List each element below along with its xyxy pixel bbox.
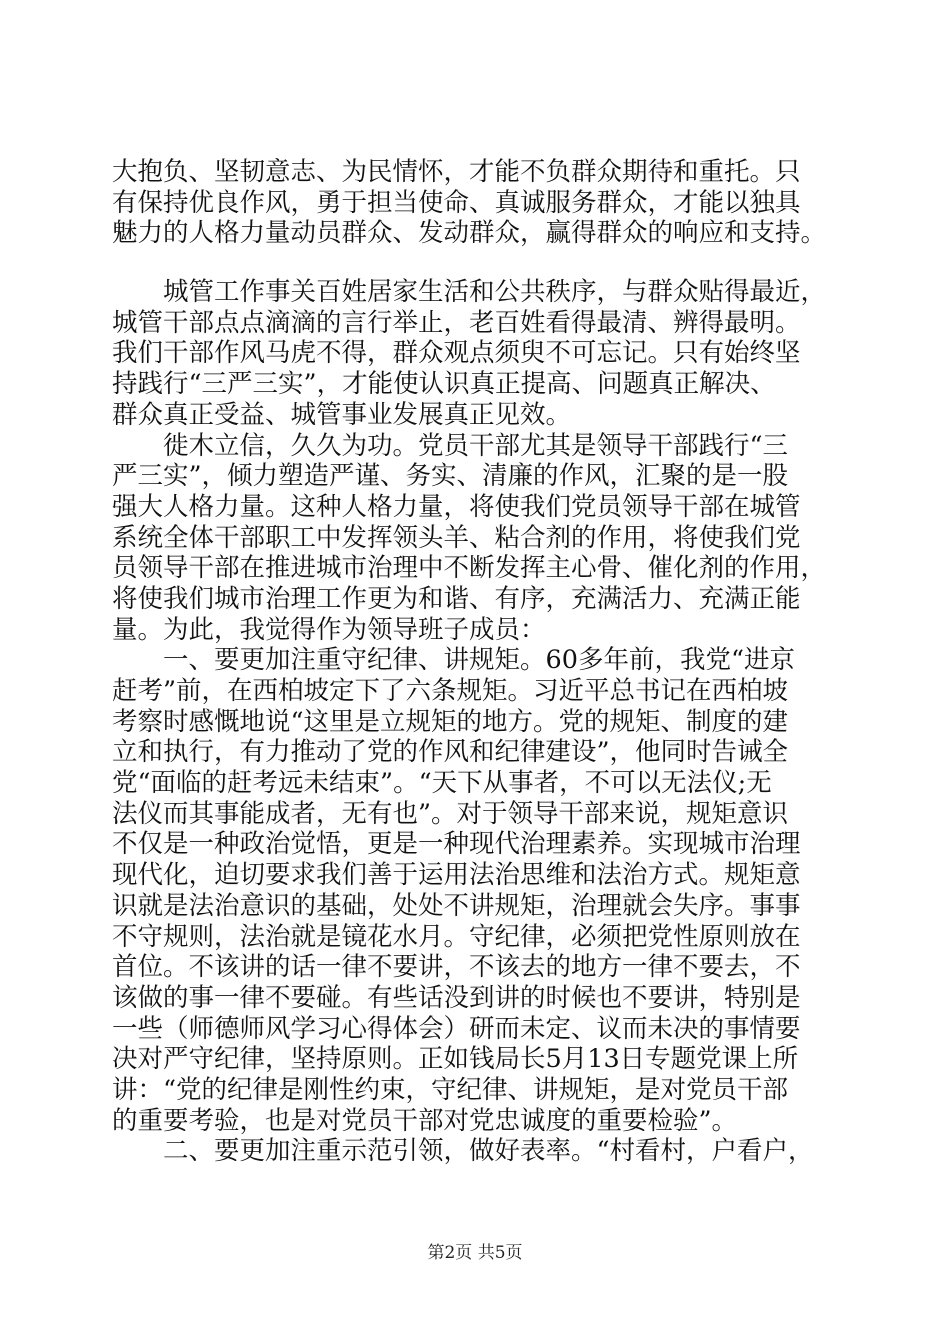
- text-line: 现代化，迫切要求我们善于运用法治思维和法治方式。规矩意: [112, 860, 801, 891]
- text-line: 立和执行，有力推动了党的作风和纪律建设”，他同时告诫全: [112, 737, 789, 768]
- text-line: 大抱负、坚韧意志、为民情怀，才能不负群众期待和重托。只: [112, 157, 801, 187]
- text-line: 强大人格力量。这种人格力量，将使我们党员领导干部在城管: [112, 491, 801, 522]
- paragraph-1: [112, 157, 854, 249]
- page-number-label: 第2页 共5页: [427, 1243, 523, 1263]
- paragraph-2: [112, 277, 854, 1167]
- text-line: 识就是法治意识的基础，处处不讲规矩，治理就会失序。事事: [112, 890, 801, 921]
- text-line: 首位。不该讲的话一律不要讲，不该去的地方一律不要去，不: [112, 952, 801, 983]
- text-line: 不守规则，法治就是镜花水月。守纪律，必须把党性原则放在: [112, 921, 801, 952]
- text-line: 一些（师德师风学习心得体会）研而未定、议而未决的事情要: [112, 1013, 801, 1044]
- text-line: 魅力的人格力量动员群众、发动群众，赢得群众的响应和支持。: [112, 218, 827, 249]
- text-line: 我们干部作风马虎不得，群众观点须臾不可忘记。只有始终坚: [112, 338, 801, 369]
- text-line: 的重要考验，也是对党员干部对党忠诚度的重要检验”。: [112, 1105, 738, 1136]
- text-line: 决对严守纪律，坚持原则。正如钱局长5月13日专题党课上所: [112, 1044, 799, 1075]
- text-line: 不仅是一种政治觉悟，更是一种现代治理素养。实现城市治理: [112, 829, 801, 860]
- page-footer: [0, 1243, 950, 1263]
- text-line: 该做的事一律不要碰。有些话没到讲的时候也不要讲，特别是: [112, 982, 801, 1013]
- paragraph-gap: [112, 249, 854, 277]
- text-line: 员领导干部在推进城市治理中不断发挥主心骨、催化剂的作用，: [112, 553, 827, 584]
- text-line: 系统全体干部职工中发挥领头羊、粘合剂的作用，将使我们党: [112, 522, 801, 553]
- text-line: 法仪而其事能成者，无有也”。对于领导干部来说，规矩意识: [112, 798, 789, 829]
- text-line: 有保持优良作风，勇于担当使命、真诚服务群众，才能以独具: [112, 187, 801, 218]
- text-line: 赶考”前，在西柏坡定下了六条规矩。习近平总书记在西柏坡: [112, 676, 789, 706]
- text-line: 将使我们城市治理工作更为和谐、有序，充满活力、充满正能: [112, 583, 801, 614]
- text-line: 城管工作事关百姓居家生活和公共秩序，与群众贴得最近，: [112, 277, 827, 308]
- text-line: 考察时感慨地说“这里是立规矩的地方。党的规矩、制度的建: [112, 706, 789, 737]
- document-body: [112, 157, 854, 1167]
- text-line: 党“面临的赶考远未结束”。“天下从事者，不可以无法仪;无: [112, 768, 772, 799]
- text-line: 二、要更加注重示范引领，做好表率。“村看村，户看户，: [112, 1136, 814, 1167]
- text-line: 严三实”，倾力塑造严谨、务实、清廉的作风，汇聚的是一股: [112, 461, 789, 492]
- text-line: 一、要更加注重守纪律、讲规矩。60多年前，我党“进京: [112, 645, 795, 676]
- text-line: 讲：“党的纪律是刚性约束，守纪律、讲规矩，是对党员干部: [112, 1074, 789, 1105]
- text-line: 持践行“三严三实”，才能使认识真正提高、问题真正解决、: [112, 369, 776, 400]
- text-line: 量。为此，我觉得作为领导班子成员：: [112, 614, 546, 645]
- text-line: 城管干部点点滴滴的言行举止，老百姓看得最清、辨得最明。: [112, 307, 801, 338]
- text-line: 群众真正受益、城管事业发展真正见效。: [112, 399, 572, 430]
- text-line: 徙木立信，久久为功。党员干部尤其是领导干部践行“三: [112, 430, 789, 461]
